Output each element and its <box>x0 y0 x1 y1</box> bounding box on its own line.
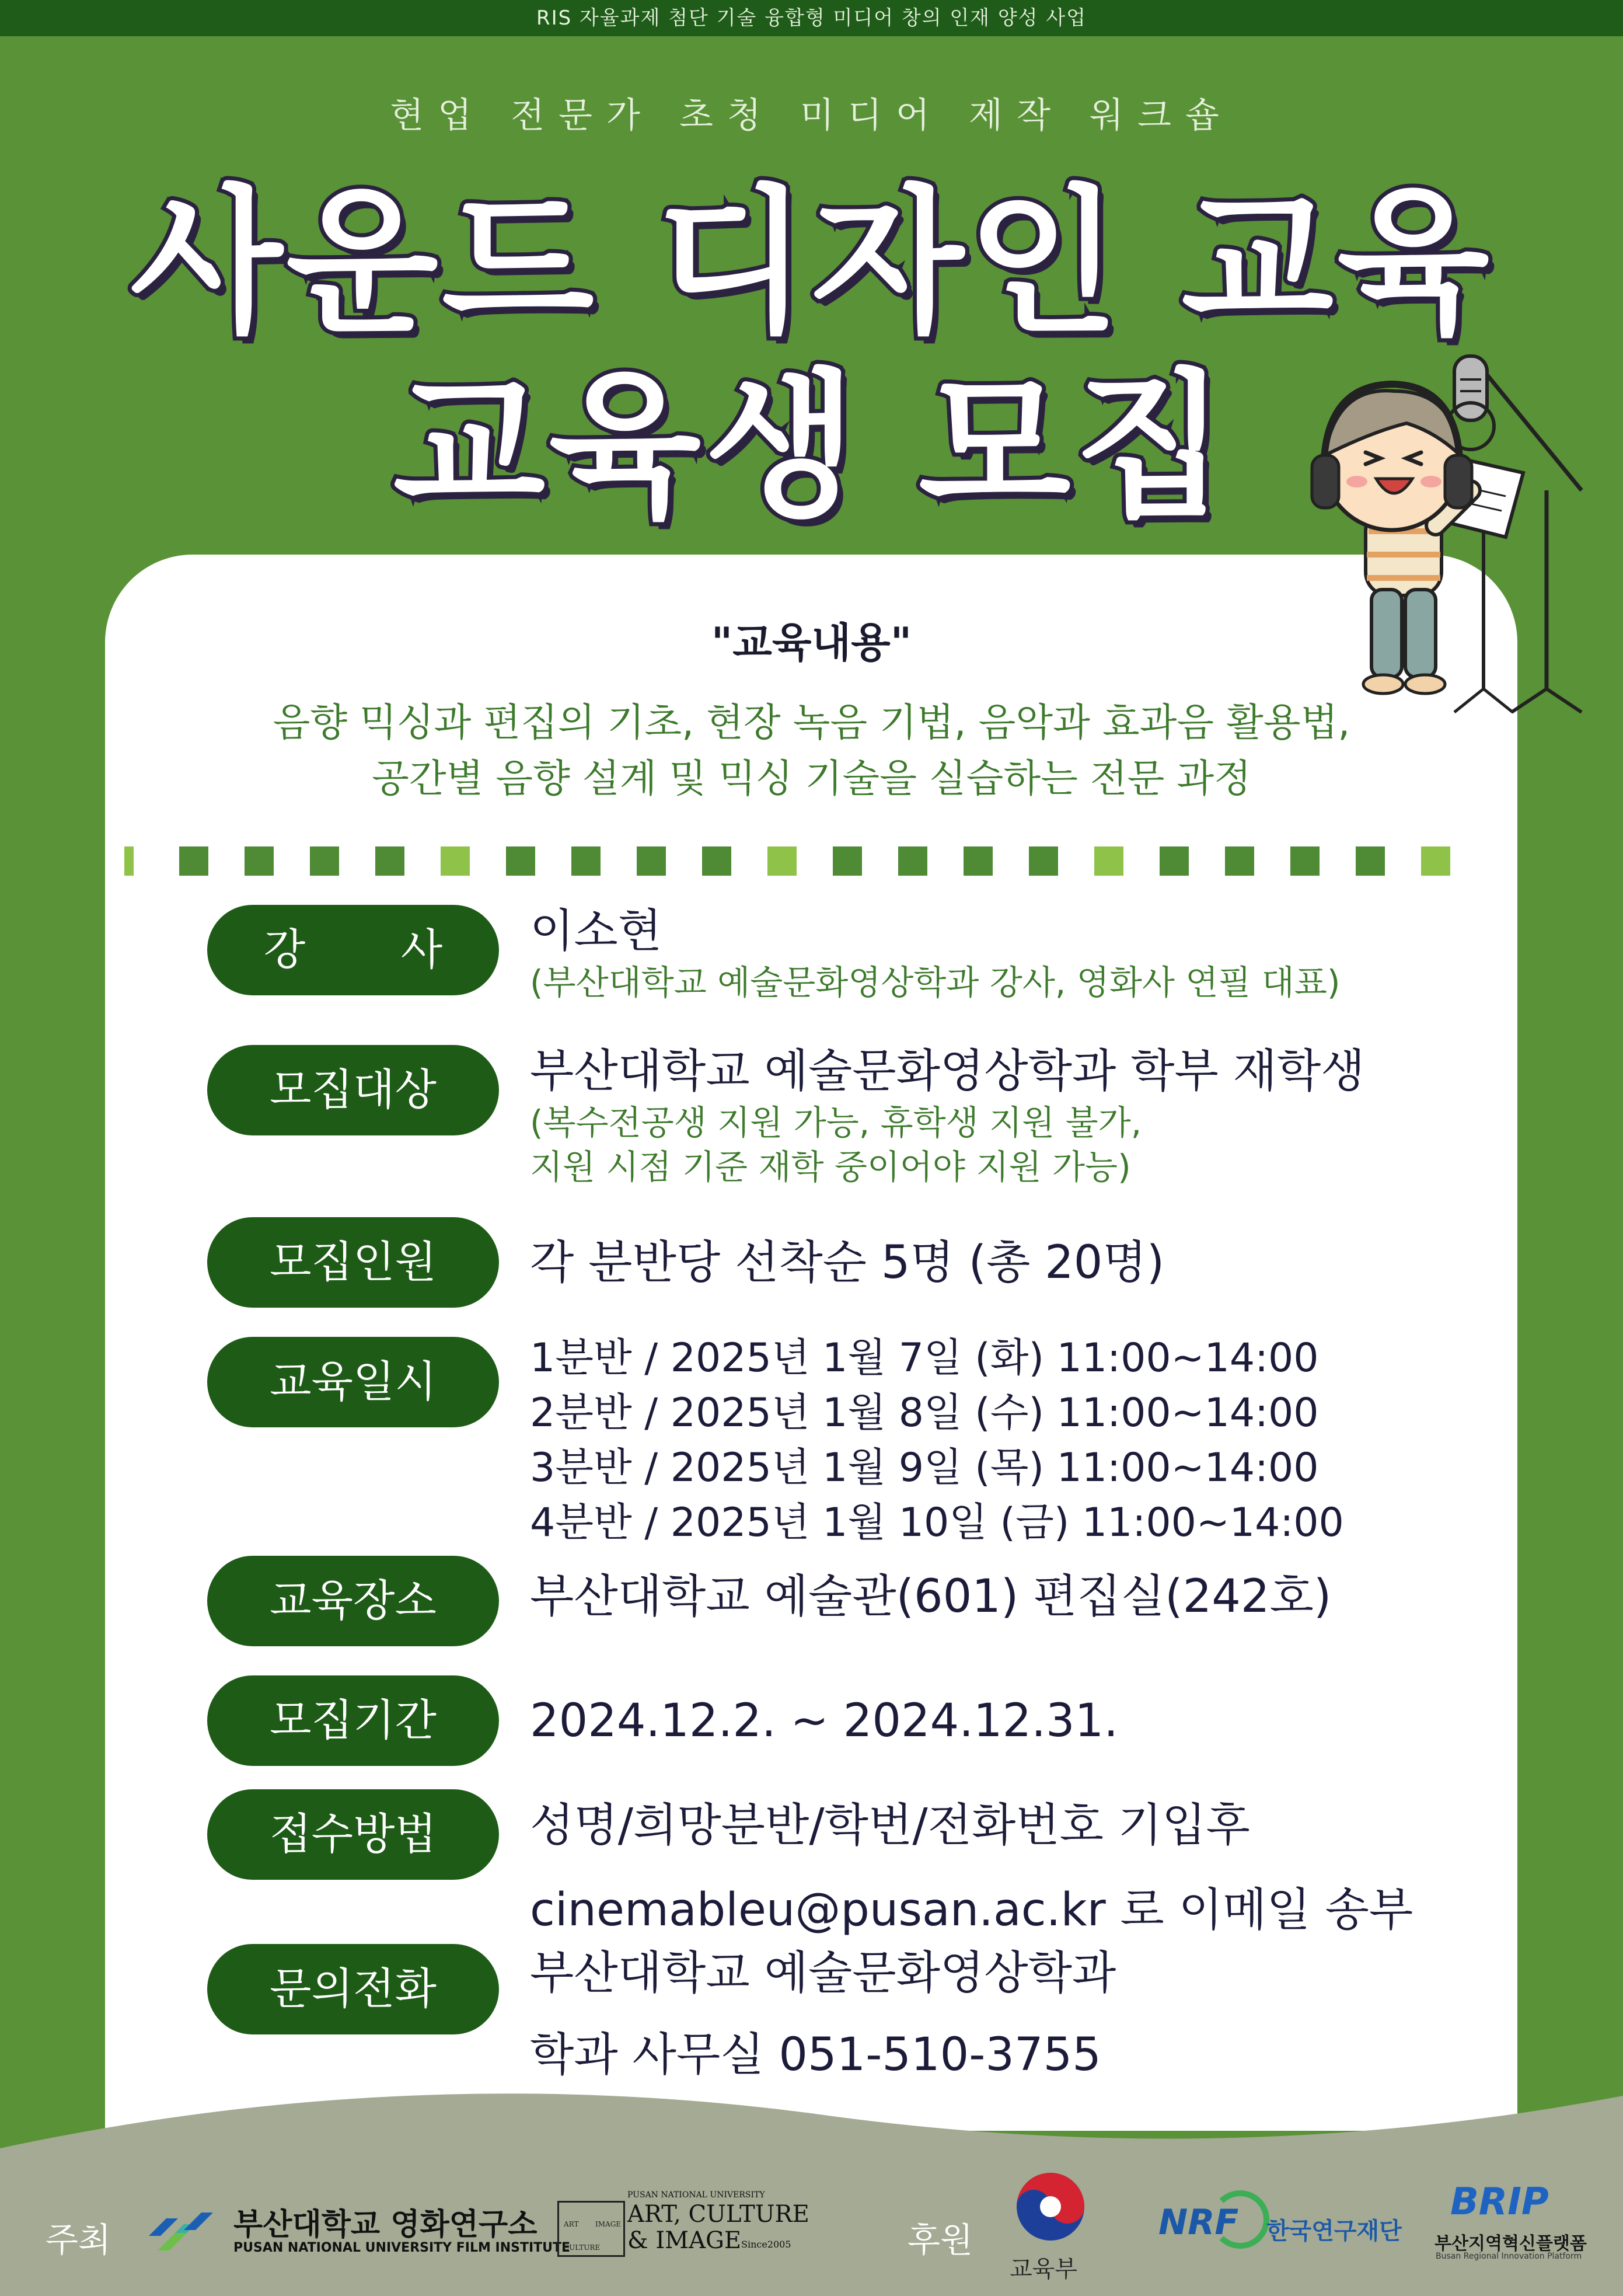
logo-brip-sub: Busan Regional Innovation Platform <box>1436 2252 1582 2261</box>
schedule-item: 2분반 / 2025년 1월 8일 (수) 11:00~14:00 <box>530 1390 1319 1436</box>
divider-square <box>441 846 470 876</box>
divider-square <box>179 846 208 876</box>
aci-box-culture: CULTURE <box>564 2243 601 2252</box>
divider-square <box>1029 846 1058 876</box>
label-schedule: 교육일시 <box>207 1337 499 1427</box>
aci-line1: ART, CULTURE <box>627 2201 809 2228</box>
aci-since: Since2005 <box>741 2239 791 2250</box>
divider-square <box>702 846 731 876</box>
divider-square <box>124 846 134 876</box>
apply-email[interactable]: cinemableu@pusan.ac.kr 로 이메일 송부 <box>530 1884 1413 1936</box>
content-desc-line1: 음향 믹싱과 편집의 기초, 현장 녹음 기법, 음악과 효과음 활용법, <box>273 700 1350 745</box>
logo-film-institute-sub: PUSAN NATIONAL UNIVERSITY FILM INSTITUTE <box>233 2241 571 2255</box>
label-target: 모집대상 <box>207 1045 499 1135</box>
instructor-name: 이소현 <box>530 905 662 957</box>
subtitle: 현업 전문가 초청 미디어 제작 워크숍 <box>390 95 1233 136</box>
value-capacity <box>530 1234 1164 1292</box>
label-capacity: 모집인원 <box>207 1217 499 1308</box>
target-detail1: (복수전공생 지원 가능, 휴학생 지원 불가, <box>530 1103 1142 1142</box>
target-main: 부산대학교 예술문화영상학과 학부 재학생 <box>530 1045 1365 1098</box>
schedule-item: 3분반 / 2025년 1월 9일 (목) 11:00~14:00 <box>530 1445 1319 1491</box>
divider-square <box>1160 846 1189 876</box>
divider-square <box>964 846 993 876</box>
apply-line1: 성명/희망분반/학번/전화번호 기입후 <box>530 1799 1250 1852</box>
capacity-main: 각 분반당 선착순 5명 (총 20명) <box>530 1236 1165 1289</box>
aci-logo-box <box>557 2201 625 2257</box>
aci-box-image: IMAGE <box>595 2220 622 2228</box>
logo-brip-mark: BRIP <box>1450 2180 1549 2224</box>
contact-phone: 학과 사무실 051-510-3755 <box>530 2029 1101 2081</box>
nrf-ring-icon <box>1211 2190 1269 2249</box>
value-apply <box>530 1783 1413 1953</box>
label-apply: 접수방법 <box>207 1789 499 1880</box>
content-heading: "교육내용" <box>711 619 912 667</box>
logo-nrf-mark: NRF <box>1158 2202 1239 2243</box>
divider-square <box>1356 846 1385 876</box>
divider-square <box>506 846 535 876</box>
logo-nrf-name: 한국연구재단 <box>1266 2218 1402 2245</box>
aci-line2: & IMAGE <box>627 2227 742 2254</box>
value-venue <box>530 1567 1331 1626</box>
dashed-divider <box>124 846 1502 876</box>
label-instructor: 강 사 <box>207 905 499 995</box>
logo-film-institute-name: 부산대학교 영화연구소 <box>233 2207 537 2242</box>
divider-square <box>1421 846 1450 876</box>
divider-square <box>1225 846 1254 876</box>
aci-top: PUSAN NATIONAL UNIVERSITY <box>627 2190 765 2200</box>
divider-square <box>767 846 797 876</box>
divider-square <box>898 846 927 876</box>
taegeuk-icon <box>1013 2169 1088 2245</box>
instructor-detail: (부산대학교 예술문화영상학과 강사, 영화사 연필 대표) <box>530 963 1341 1002</box>
period-main: 2024.12.2. ~ 2024.12.31. <box>530 1695 1119 1747</box>
value-period <box>530 1692 1118 1750</box>
host-label: 주최 <box>46 2220 111 2260</box>
value-target <box>530 1042 1365 1189</box>
divider-square <box>375 846 404 876</box>
content-description <box>0 695 1623 807</box>
divider-square <box>637 846 666 876</box>
main-title-line2: 교육생 모집 <box>393 354 1230 538</box>
top-banner: RIS 자율과제 첨단 기술 융합형 미디어 창의 인재 양성 사업 <box>0 0 1623 36</box>
target-detail2: 지원 시점 기준 재학 중이어야 지원 가능) <box>530 1147 1131 1187</box>
label-period: 모집기간 <box>207 1675 499 1766</box>
schedule-item: 4분반 / 2025년 1월 10일 (금) 11:00~14:00 <box>530 1500 1344 1546</box>
value-contact <box>530 1932 1116 2096</box>
schedule-item: 1분반 / 2025년 1월 7일 (화) 11:00~14:00 <box>530 1335 1319 1381</box>
footer-band <box>0 2078 1623 2296</box>
main-title-line1: 사운드 디자인 교육 <box>130 170 1493 354</box>
sponsor-label: 후원 <box>908 2220 973 2260</box>
value-instructor <box>530 902 1341 1005</box>
divider-square <box>1290 846 1320 876</box>
divider-square <box>1094 846 1123 876</box>
value-schedule <box>530 1331 1344 1551</box>
aci-box-art: ART <box>564 2220 579 2228</box>
divider-square <box>833 846 862 876</box>
logo-brip-name: 부산지역혁신플랫폼 <box>1434 2234 1587 2254</box>
divider-square <box>571 846 601 876</box>
venue-main: 부산대학교 예술관(601) 편집실(242호) <box>530 1570 1332 1623</box>
divider-square <box>245 846 274 876</box>
contact-line1: 부산대학교 예술문화영상학과 <box>530 1947 1116 1999</box>
content-desc-line2: 공간별 음향 설계 및 믹싱 기술을 실습하는 전문 과정 <box>372 756 1251 801</box>
label-venue: 교육장소 <box>207 1556 499 1646</box>
divider-square <box>310 846 339 876</box>
logo-ministry-name: 교육부 <box>1010 2256 1077 2283</box>
film-institute-logo-icon <box>143 2201 219 2253</box>
label-contact: 문의전화 <box>207 1944 499 2034</box>
